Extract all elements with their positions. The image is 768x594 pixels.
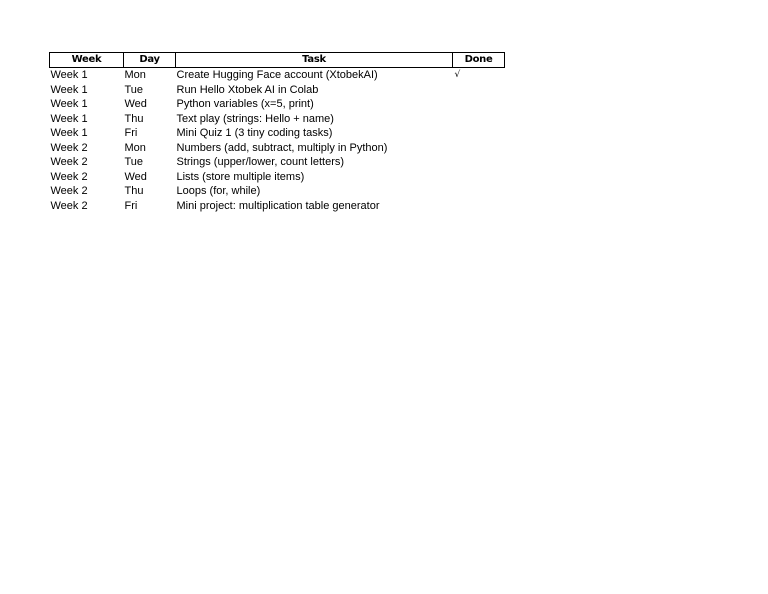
cell-day[interactable]: Tue bbox=[124, 83, 144, 96]
cell-task[interactable]: Loops (for, while) bbox=[176, 185, 261, 197]
cell-week[interactable]: Week 2 bbox=[50, 156, 88, 168]
table-row bbox=[50, 199, 505, 214]
header-row bbox=[50, 53, 505, 68]
table-row bbox=[50, 155, 505, 170]
header-day[interactable]: Day bbox=[124, 53, 176, 68]
cell-done[interactable] bbox=[453, 83, 505, 98]
header-task[interactable]: Task bbox=[176, 53, 453, 68]
cell-day[interactable]: Fri bbox=[124, 127, 138, 139]
cell-task[interactable]: Python variables (x=5, print) bbox=[176, 98, 314, 110]
cell-task[interactable]: Create Hugging Face account (XtobekAI) bbox=[176, 69, 378, 81]
cell-done[interactable] bbox=[453, 184, 505, 199]
table-row bbox=[50, 126, 505, 141]
cell-task[interactable]: Strings (upper/lower, count letters) bbox=[176, 156, 345, 168]
cell-week[interactable]: Week 2 bbox=[50, 141, 88, 154]
cell-week[interactable]: Week 1 bbox=[50, 112, 88, 125]
cell-done[interactable] bbox=[453, 199, 505, 214]
cell-day[interactable]: Thu bbox=[124, 185, 144, 197]
table-row bbox=[50, 170, 505, 185]
cell-done[interactable] bbox=[453, 170, 505, 185]
cell-week[interactable]: Week 1 bbox=[50, 69, 88, 81]
cell-day[interactable]: Wed bbox=[124, 98, 147, 110]
task-table bbox=[49, 52, 505, 213]
cell-week[interactable]: Week 1 bbox=[50, 83, 88, 96]
cell-day[interactable]: Tue bbox=[124, 156, 144, 168]
cell-done-checkmark[interactable]: √ bbox=[454, 70, 461, 80]
cell-week[interactable]: Week 2 bbox=[50, 170, 88, 183]
spreadsheet-page bbox=[49, 52, 504, 213]
cell-week[interactable]: Week 1 bbox=[50, 127, 88, 139]
cell-done[interactable] bbox=[453, 141, 505, 156]
table-row bbox=[50, 83, 505, 98]
cell-day[interactable]: Wed bbox=[124, 170, 147, 183]
table-row bbox=[50, 141, 505, 156]
header-week[interactable]: Week bbox=[50, 53, 124, 68]
cell-day[interactable]: Thu bbox=[124, 112, 144, 125]
cell-task[interactable]: Text play (strings: Hello + name) bbox=[176, 112, 334, 125]
cell-day[interactable]: Mon bbox=[124, 69, 146, 81]
cell-day[interactable]: Fri bbox=[124, 199, 138, 212]
cell-done[interactable] bbox=[453, 155, 505, 170]
cell-done[interactable] bbox=[453, 112, 505, 127]
cell-week[interactable]: Week 2 bbox=[50, 199, 88, 212]
table-row bbox=[50, 68, 505, 83]
cell-week[interactable]: Week 1 bbox=[50, 98, 88, 110]
cell-task[interactable]: Lists (store multiple items) bbox=[176, 170, 305, 183]
table-row bbox=[50, 184, 505, 199]
cell-done[interactable] bbox=[453, 97, 505, 112]
cell-week[interactable]: Week 2 bbox=[50, 185, 88, 197]
header-done[interactable]: Done bbox=[453, 53, 505, 68]
table-body bbox=[50, 68, 505, 214]
cell-task[interactable]: Numbers (add, subtract, multiply in Python) bbox=[176, 141, 388, 154]
cell-done[interactable] bbox=[453, 126, 505, 141]
cell-day[interactable]: Mon bbox=[124, 141, 146, 154]
table-row bbox=[50, 97, 505, 112]
table-row bbox=[50, 112, 505, 127]
table-header bbox=[50, 53, 505, 68]
cell-task[interactable]: Run Hello Xtobek AI in Colab bbox=[176, 83, 319, 96]
cell-task[interactable]: Mini Quiz 1 (3 tiny coding tasks) bbox=[176, 127, 333, 139]
cell-task[interactable]: Mini project: multiplication table generator bbox=[176, 199, 380, 212]
